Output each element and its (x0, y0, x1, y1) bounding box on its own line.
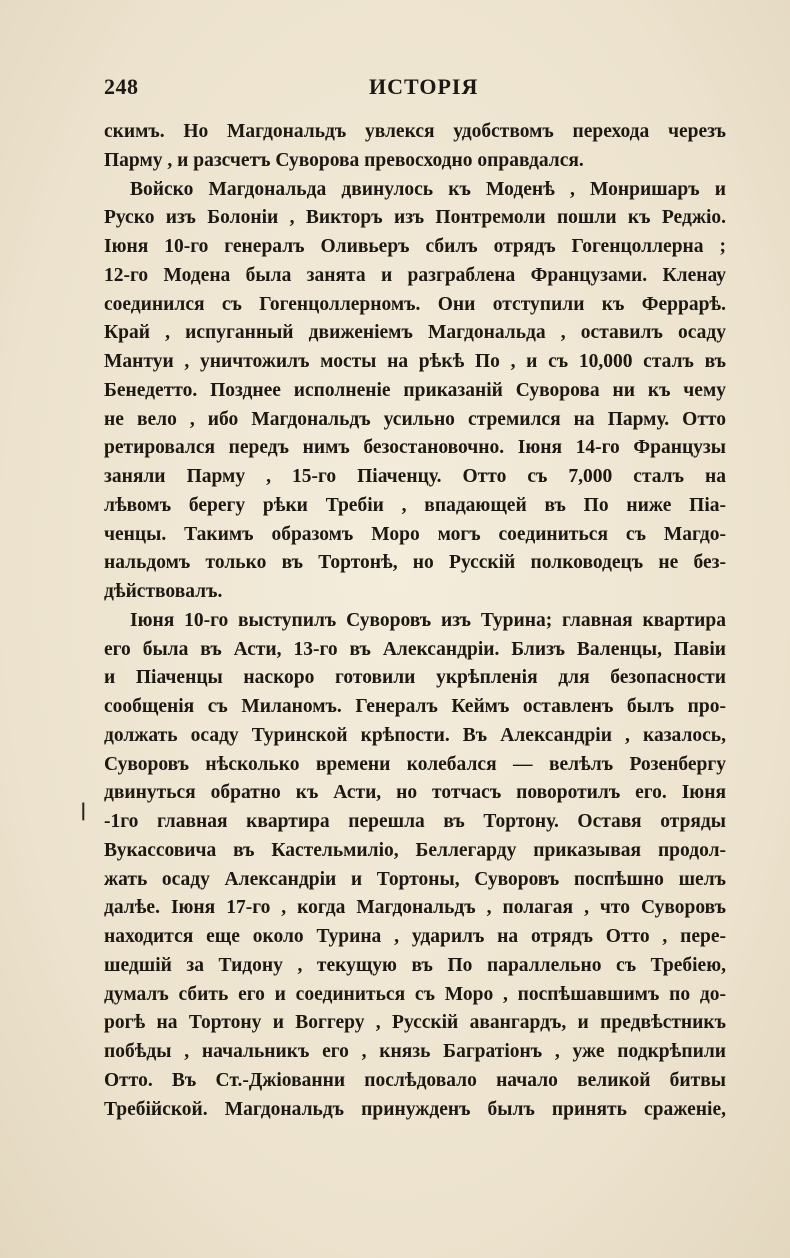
text-line: нальдомъ только въ Тортонѣ, но Русскій полководецъ не без- (104, 552, 726, 574)
text-line: побѣды , начальникъ его , князь Багратіонъ , уже подкрѣпили (104, 1041, 726, 1062)
text-line: 12-го Модена была занята и разграблена Французами. Кленау (104, 264, 726, 286)
text-line: заняли Парму , 15-го Піаченцу. Отто съ 7,000 сталъ на (104, 466, 726, 487)
text-line: Вукассовича въ Кастельмиліо, Беллегарду приказывая продол- (104, 839, 726, 861)
text-line: жать осаду Александріи и Тортоны, Суворовъ поспѣшно шелъ (104, 868, 726, 890)
running-title: ИСТОРІЯ (369, 74, 479, 99)
text-line: и Піаченцы наскоро готовили укрѣпленія для безопасности (104, 667, 726, 689)
text-line: Парму , и разсчетъ Суворова превосходно оправдался. (104, 149, 584, 171)
text-line: Отто. Въ Ст.-Джіованни послѣдовало начало великой битвы (104, 1069, 726, 1091)
text-line: его была въ Асти, 13-го въ Александріи. Близъ Валенцы, Павіи (104, 638, 726, 660)
text-line: -1го главная квартира перешла въ Тортону. Оставя отряды (104, 811, 726, 832)
text-line: находится еще около Турина , ударилъ на отрядъ Отто , пере- (104, 926, 726, 947)
text-line: Войско Магдональда двинулось къ Моденѣ , Монришаръ и (130, 178, 726, 200)
text-line: шедшій за Тидону , текущую въ По параллельно съ Требіею, (104, 954, 726, 976)
text-line: Іюня 10-го выступилъ Суворовъ изъ Турина; главная квартира (130, 609, 726, 631)
margin-mark: | (80, 800, 87, 821)
body-text (104, 118, 726, 1124)
text-line: скимъ. Но Магдональдъ увлекся удобствомъ перехода черезъ (104, 121, 726, 142)
text-line: Край , испуганный движеніемъ Магдональда , оставилъ осаду (104, 322, 726, 344)
text-line: Бенедетто. Позднее исполненіе приказаній Суворова ни къ чему (104, 379, 726, 401)
page-header (104, 68, 726, 106)
text-line: не вело , ибо Магдональдъ усильно стремился на Парму. Отто (104, 408, 726, 430)
text-line: ретировался передъ нимъ безостановочно. Іюня 14-го Французы (104, 437, 726, 459)
text-line: рогѣ на Тортону и Воггеру , Русскій авангардъ, и предвѣстникъ (104, 1012, 726, 1034)
text-line: ченцы. Такимъ образомъ Моро могъ соединиться съ Магдо- (104, 523, 726, 545)
text-line: двинуться обратно къ Асти, но тотчасъ поворотилъ его. Іюня (104, 782, 726, 804)
text-line: сообщенія съ Миланомъ. Генералъ Кеймъ оставленъ былъ про- (104, 696, 726, 717)
text-line: дѣйствовалъ. (104, 581, 223, 602)
page-number: 248 (104, 74, 139, 99)
text-line: должать осаду Туринской крѣпости. Въ Александріи , казалось, (104, 724, 726, 746)
text-line: лѣвомъ берегу рѣки Требіи , впадающей въ По ниже Піа- (104, 494, 726, 516)
text-line: далѣе. Іюня 17-го , когда Магдональдъ , полагая , что Суворовъ (104, 897, 726, 919)
text-line: Мантуи , уничтожилъ мосты на рѣкѣ По , и съ 10,000 сталъ въ (104, 351, 726, 372)
text-line: Руско изъ Болоніи , Викторъ изъ Понтремоли пошли къ Реджіо. (104, 207, 726, 229)
text-line: соединился съ Гогенцоллерномъ. Они отступили къ Феррарѣ. (104, 293, 726, 315)
text-line: думалъ сбить его и соединиться съ Моро , поспѣшавшимъ по до- (104, 983, 726, 1005)
text-line: Суворовъ нѣсколько времени колебался — велѣлъ Розенбергу (104, 753, 726, 775)
text-line: Требійской. Магдональдъ принужденъ былъ принять сраженіе, (104, 1098, 726, 1120)
text-line: Іюня 10-го генералъ Оливьеръ сбилъ отрядъ Гогенцоллерна ; (104, 236, 726, 257)
